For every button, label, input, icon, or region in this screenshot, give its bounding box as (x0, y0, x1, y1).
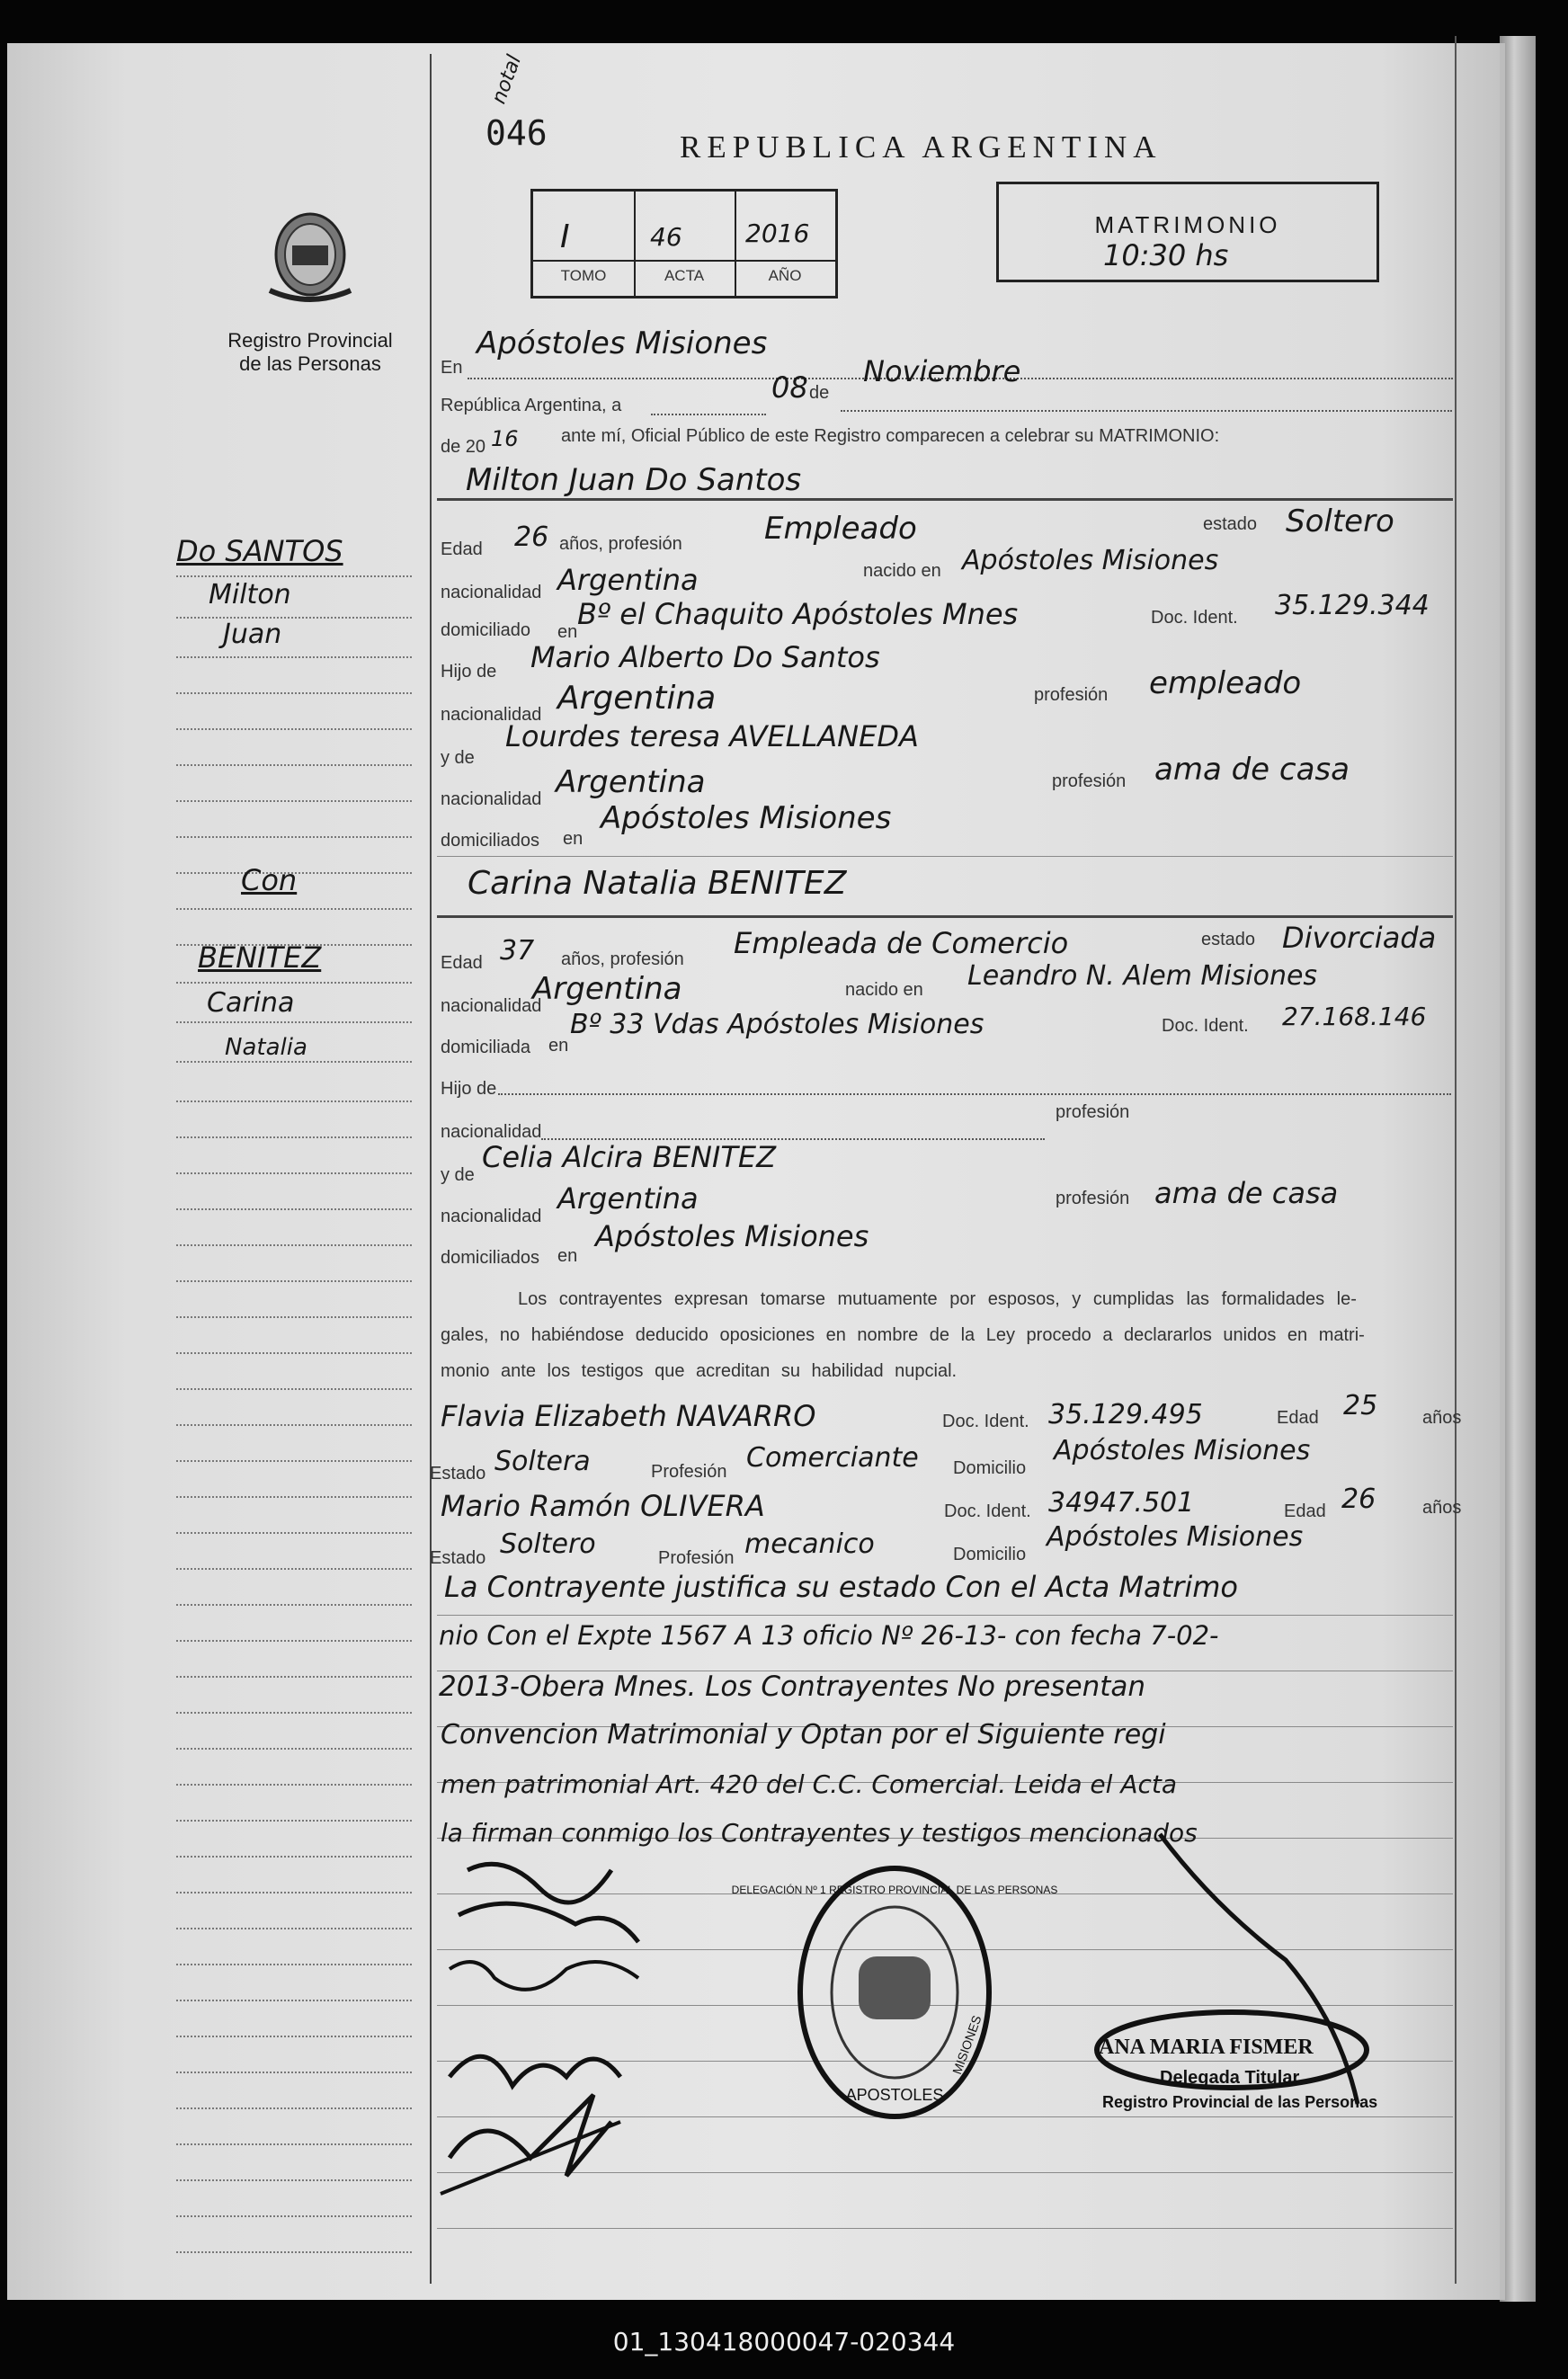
year-suffix-value: 16 (491, 426, 519, 451)
bride-doc: 27.168.146 (1282, 1002, 1427, 1031)
groom-profession: Empleado (764, 511, 917, 547)
declaration-line-3: monio ante los testigos que acreditan su habilidad nupcial. (441, 1361, 958, 1381)
tomo-label: TOMO (560, 267, 607, 284)
declaration-line-1: Los contrayentes expresan tomarse mutuamente por esposos, y cumplidas las formalidades le- (518, 1289, 1357, 1309)
right-border-line (1455, 36, 1457, 2284)
note-mark: notal (487, 52, 527, 107)
seal-city-text: APOSTOLES (845, 2086, 944, 2104)
bride-mother-profession: ama de casa (1154, 1176, 1339, 1210)
note-line-1: La Contrayente justifica su estado Con el Acta Matrimo (444, 1570, 1238, 1604)
bride-mother-nationality: Argentina (557, 1181, 699, 1216)
note-line-2: nio Con el Expte 1567 A 13 oficio Nº 26-13- con fecha 7-02- (439, 1620, 1219, 1651)
witness-1-profession: Comerciante (746, 1442, 919, 1474)
witness-1-address: Apóstoles Misiones (1054, 1435, 1311, 1466)
groom-father: Mario Alberto Do Santos (530, 640, 880, 674)
witness-2-age: 26 (1341, 1484, 1376, 1515)
folio-number: 046 (486, 113, 548, 153)
record-number-box (530, 189, 838, 298)
act-type-label: MATRIMONIO (1094, 211, 1281, 238)
groom-nationality: Argentina (557, 563, 699, 597)
month-value: Noviembre (863, 354, 1021, 388)
note-line-6: la firman conmigo los Contrayentes y testigos mencionados (441, 1818, 1198, 1848)
groom-doc: 35.129.344 (1275, 590, 1430, 621)
groom-mother: Lourdes teresa AVELLANEDA (505, 719, 919, 753)
witness-2-profession: mecanico (744, 1528, 875, 1560)
margin-bride-surname: BENITEZ (198, 940, 322, 975)
groom-mother-nationality: Argentina (556, 764, 706, 800)
margin-groom-surname: Do SANTOS (176, 534, 343, 568)
note-line-5: men patrimonial Art. 420 del C.C. Comercial. Leida el Acta (441, 1769, 1178, 1799)
seal-state-text: MISIONES (949, 2013, 984, 2077)
bride-age: 37 (500, 935, 535, 967)
act-type-box (996, 182, 1379, 282)
bride-mother: Celia Alcira BENITEZ (482, 1140, 777, 1174)
witness-2-status: Soltero (500, 1528, 596, 1560)
note-line-4: Convencion Matrimonial y Optan por el Siguiente regi (441, 1719, 1166, 1751)
bride-full-name: Carina Natalia BENITEZ (468, 865, 847, 902)
groom-parents-address: Apóstoles Misiones (601, 800, 892, 836)
margin-bride-name-2: Natalia (225, 1034, 307, 1061)
groom-mother-profession: ama de casa (1154, 752, 1350, 788)
groom-father-nationality: Argentina (557, 680, 717, 717)
scan-identifier: 01_130418000047-020344 (612, 2327, 956, 2357)
witness-1-age: 25 (1343, 1390, 1378, 1421)
official-office-stamp: Registro Provincial de las Personas (1102, 2093, 1378, 2111)
registry-name: Registro Provincial de las Personas (227, 329, 393, 375)
margin-bride-name-1: Carina (207, 987, 295, 1019)
margin-con: Con (241, 863, 298, 897)
declaration-line-2: gales, no habiéndose deducido oposiciones en nombre de la Ley procedo a declararlos unidos en matri- (441, 1325, 1365, 1345)
bride-address: Bº 33 Vdas Apóstoles Misiones (570, 1009, 984, 1040)
witness-1-name: Flavia Elizabeth NAVARRO (441, 1399, 816, 1433)
bride-parents-address: Apóstoles Misiones (595, 1219, 869, 1253)
groom-age: 26 (514, 521, 549, 553)
official-seal-icon (731, 1858, 1058, 2127)
anio-label: AÑO (768, 267, 802, 284)
witness-2-doc: 34947.501 (1048, 1487, 1195, 1519)
groom-father-profession: empleado (1149, 665, 1302, 701)
official-name-stamp: ANA MARIA FISMER (1099, 2036, 1314, 2059)
margin-groom-name-1: Milton (209, 579, 291, 610)
bride-nationality: Argentina (532, 971, 682, 1007)
acta-value: 46 (650, 222, 682, 252)
tomo-value: I (560, 218, 570, 255)
signatures-left-icon (432, 1852, 665, 2230)
acta-label: ACTA (664, 267, 705, 284)
groom-address: Bº el Chaquito Apóstoles Mnes (577, 597, 1019, 631)
witness-2-name: Mario Ramón OLIVERA (441, 1489, 765, 1523)
witness-1-doc: 35.129.495 (1048, 1399, 1203, 1430)
official-title-stamp: Delegada Titular (1160, 2068, 1300, 2088)
groom-status: Soltero (1286, 503, 1394, 539)
witness-1-status: Soltera (494, 1446, 591, 1477)
witness-2-address: Apóstoles Misiones (1047, 1521, 1304, 1553)
note-line-3: 2013-Obera Mnes. Los Contrayentes No presentan (439, 1671, 1146, 1703)
bride-status: Divorciada (1282, 921, 1437, 955)
day-value: 08 (771, 370, 808, 405)
margin-groom-name-2: Juan (223, 619, 282, 650)
groom-birthplace: Apóstoles Misiones (962, 545, 1219, 576)
book-page-edge (1500, 36, 1536, 2302)
bride-birthplace: Leandro N. Alem Misiones (967, 960, 1318, 992)
seal-text: DELEGACIÓN Nº 1 REGISTRO PROVINCIAL DE LAS PERSONAS (731, 1884, 1058, 1896)
anio-value: 2016 (745, 218, 810, 248)
country-title: REPUBLICA ARGENTINA (680, 129, 1163, 165)
act-time: 10:30 hs (1103, 238, 1229, 272)
provincial-emblem-icon (252, 205, 369, 308)
groom-full-name: Milton Juan Do Santos (466, 462, 802, 498)
place-value: Apóstoles Misiones (477, 325, 768, 361)
bride-profession: Empleada de Comercio (734, 926, 1069, 960)
